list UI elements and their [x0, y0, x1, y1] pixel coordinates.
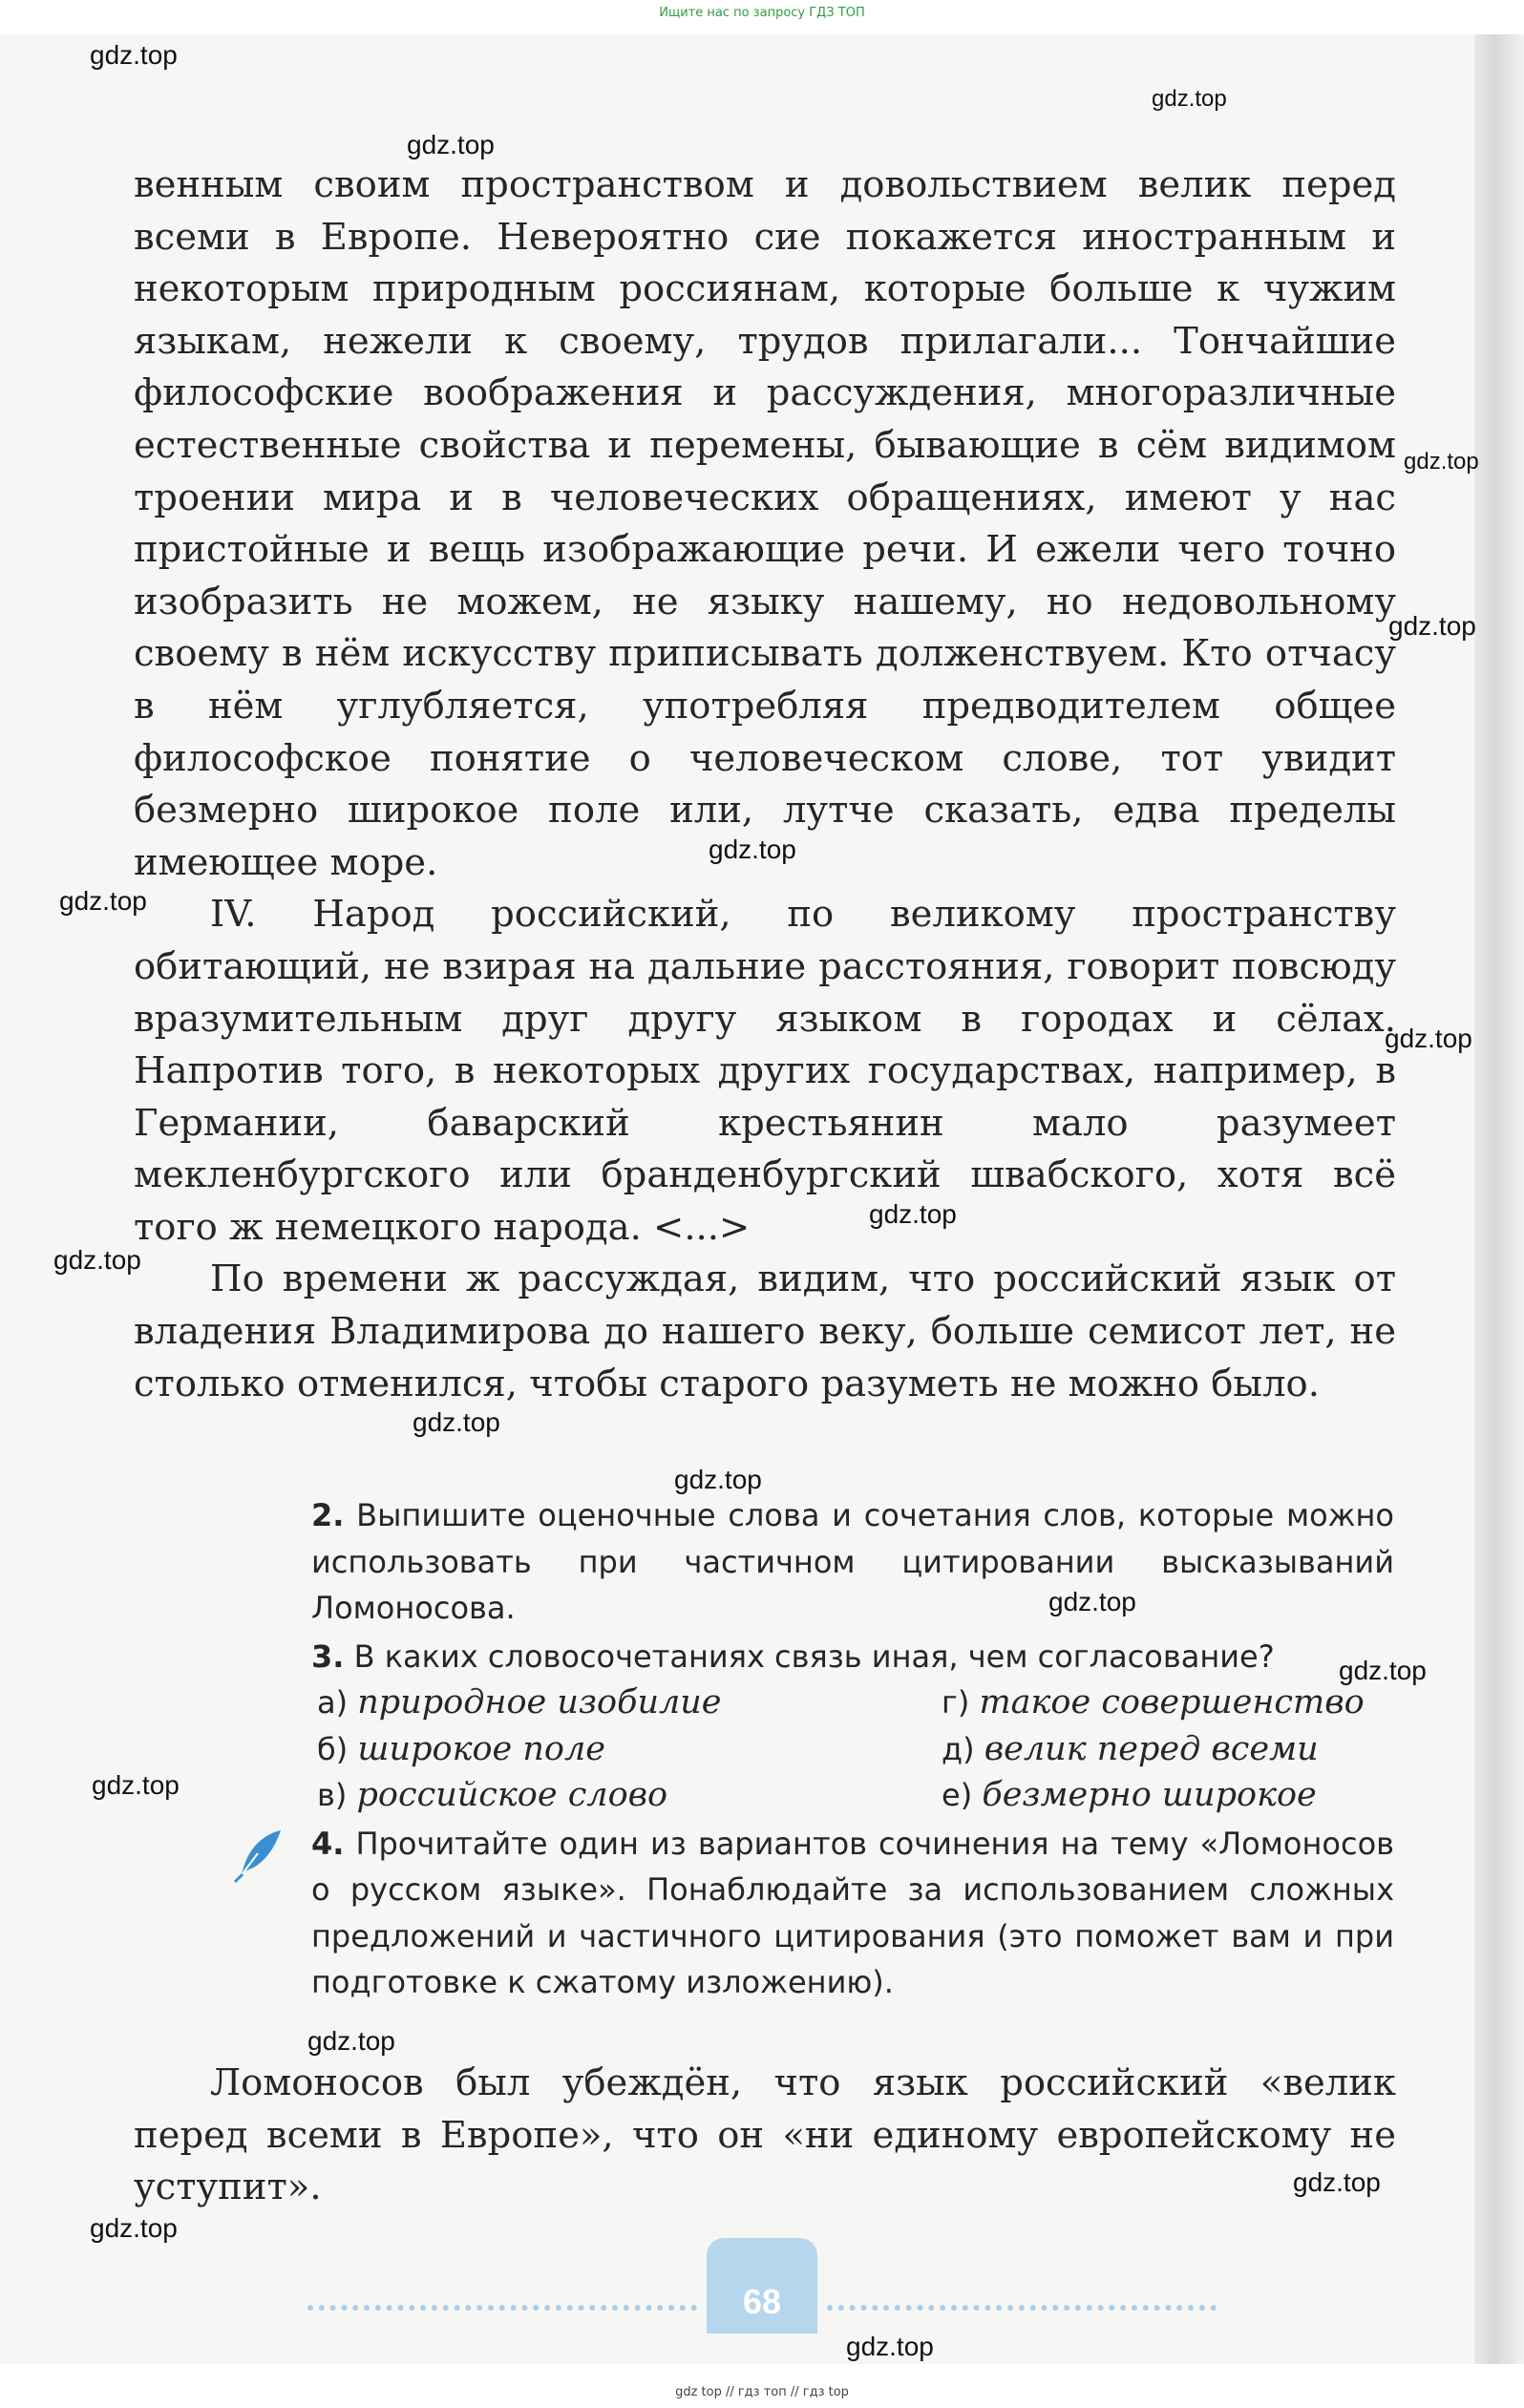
- excerpt-paragraph: По времени ж рассуждая, видим, что российский язык от владения Владимирова до нашего веку, больше семисот лет, не столько отменился, чтобы старого разуметь не можно было.: [134, 1257, 1396, 1405]
- option-letter: б): [317, 1730, 349, 1767]
- lomonosov-excerpt: [134, 159, 1396, 1410]
- tasks-block: [311, 1492, 1394, 2006]
- task-number: 3.: [311, 1637, 345, 1675]
- page-edge-shadow: [1474, 34, 1524, 2364]
- watermark: gdz.top: [407, 130, 495, 159]
- option-letter: г): [942, 1684, 970, 1721]
- task-text: Выпишите оценочные слова и сочетания слов, которые можно использовать при частичном цитировании высказываний Ломоносова.: [311, 1497, 1395, 1626]
- essay-text-block: [134, 2058, 1396, 2214]
- option-phrase: природное изобилие: [357, 1683, 722, 1722]
- task-4: [311, 1821, 1394, 2006]
- answer-option: [317, 1772, 919, 1819]
- option-phrase: безмерно широкое: [982, 1776, 1317, 1814]
- answer-option: [942, 1726, 1400, 1773]
- watermark: gdz.top: [1152, 86, 1227, 112]
- watermark: gdz.top: [709, 834, 796, 864]
- option-letter: в): [317, 1777, 348, 1813]
- top-banner[interactable]: Ищите нас по запросу ГДЗ ТОП: [659, 6, 865, 20]
- watermark: gdz.top: [1293, 2167, 1381, 2197]
- footer-dotted-line: [307, 2305, 697, 2316]
- watermark: gdz.top: [674, 1465, 762, 1494]
- task-3: [311, 1634, 1394, 1680]
- watermark: gdz.top: [92, 1770, 180, 1800]
- watermark: gdz.top: [1048, 1587, 1136, 1616]
- watermark: gdz.top: [1404, 449, 1479, 475]
- watermark: gdz.top: [53, 1245, 141, 1275]
- option-letter: е): [942, 1777, 973, 1813]
- watermark: gdz.top: [1339, 1656, 1427, 1685]
- essay-paragraph: Ломоносов был убеждён, что язык российский «велик перед всеми в Европе», что он «ни единому европейскому не уступит».: [134, 2061, 1396, 2209]
- watermark: gdz.top: [307, 2026, 395, 2056]
- option-phrase: такое совершенство: [979, 1683, 1365, 1722]
- task-text: Прочитайте один из вариантов сочинения на тему «Ломоносов о русском языке». Понаблюдайте за использованием сложных предложений и частичного цитирования (это поможет вам и при подготовке к сжатому изложению).: [311, 1825, 1395, 2000]
- watermark: gdz.top: [59, 886, 147, 916]
- excerpt-paragraph: IV. Народ российский, по великому пространству обитающий, не взирая на дальние расстояния, говорит повсюду вразумительным друг другу языком в городах и сёлах. Напротив того, в некоторых других государствах, например, в Германии, баварский крестьянин мало разумеет мекленбургского или бранденбургский швабского, хотя всё того ж немецкого народа. <...>: [134, 893, 1396, 1249]
- footer-dotted-line: [827, 2305, 1217, 2316]
- answer-options: [317, 1679, 1394, 1819]
- watermark: gdz.top: [90, 40, 178, 70]
- option-phrase: велик перед всеми: [984, 1729, 1319, 1768]
- task-text: В каких словосочетаниях связь иная, чем согласование?: [353, 1637, 1275, 1675]
- option-phrase: российское слово: [356, 1776, 668, 1814]
- option-phrase: широкое поле: [357, 1729, 605, 1768]
- watermark: gdz.top: [1385, 1024, 1472, 1053]
- excerpt-paragraph: венным своим пространством и довольствием велик перед всеми в Европе. Невероятно сие покажется иностранным и некоторым природным россиянам, которые больше к чужим языкам, нежели к своему, трудов прилагали... Тончайшие философские воображения и рассуждения, многоразличные естественные свойства и перемены, бывающие в сём видимом троении мира и в человеческих обращениях, имеют у нас пристойные и вещь изображающие речи. И ежели чего точно изобразить не можем, не языку нашему, но недовольному своему в нём искусству приписывать долженствуем. Кто отчасу в нём углубляется, употребляя предводителем общее философское понятие о человеческом слове, тот увидит безмерно широкое поле или, лутче сказать, едва пределы имеющее море.: [134, 163, 1396, 884]
- page-number: 68: [742, 2282, 782, 2321]
- answer-option: [317, 1726, 919, 1773]
- answer-option: [317, 1679, 919, 1726]
- watermark: gdz.top: [413, 1407, 500, 1437]
- watermark: gdz.top: [846, 2332, 934, 2361]
- watermark: gdz.top: [869, 1199, 957, 1229]
- answer-option: [942, 1772, 1400, 1819]
- watermark: gdz.top: [1388, 611, 1476, 641]
- option-letter: а): [317, 1684, 349, 1721]
- option-letter: д): [942, 1730, 975, 1767]
- bottom-banner[interactable]: gdz top // гдз топ // гдз top: [675, 2385, 849, 2399]
- task-2: [311, 1492, 1394, 1632]
- task-number: 2.: [311, 1497, 345, 1533]
- quill-pen-icon: [231, 1827, 288, 1884]
- watermark: gdz.top: [90, 2213, 178, 2243]
- answer-option: [942, 1679, 1400, 1726]
- task-number: 4.: [311, 1825, 345, 1862]
